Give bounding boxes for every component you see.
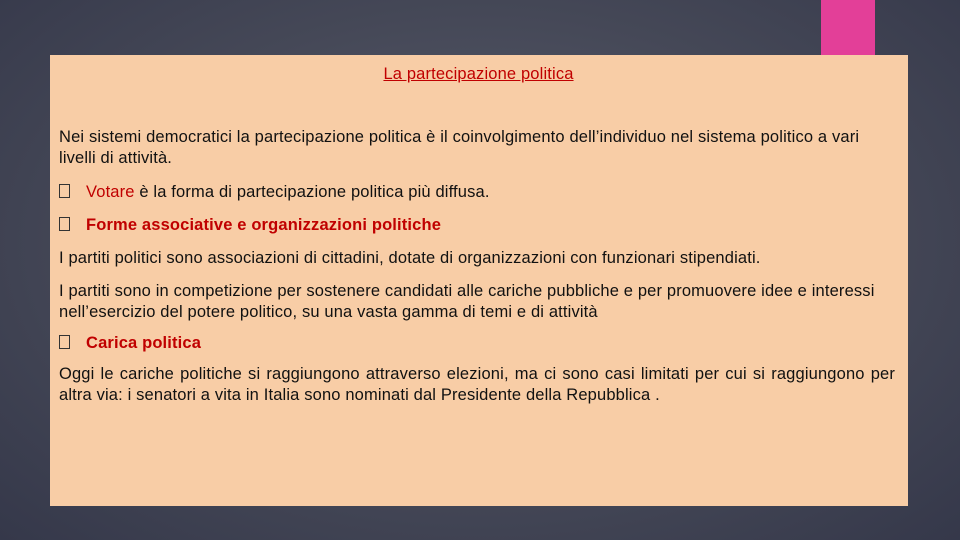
bullet-text <box>86 182 490 203</box>
bullet-box-icon <box>59 184 70 198</box>
bullet-item-carica-politica <box>59 333 895 354</box>
bullet-rest: è la forma di partecipazione politica più diffusa. <box>134 183 490 201</box>
cariche-paragraph: Oggi le cariche politiche si raggiungono attraverso elezioni, ma ci sono casi limitati per cui si raggiungono per altra via: i senatori a vita in Italia sono nominati dal Presidente della Repubblica . <box>59 365 895 404</box>
bullet-box-icon <box>59 335 70 349</box>
content-box <box>50 55 908 506</box>
bullet-box-icon <box>59 217 70 231</box>
intro-paragraph: Nei sistemi democratici la partecipazione politica è il coinvolgimento dell’individuo nel sistema politico a vari livelli di attività. <box>59 128 860 167</box>
bullet-heading: Carica politica <box>86 334 202 352</box>
partiti-paragraph-1: I partiti politici sono associazioni di cittadini, dotate di organizzazioni con funzionari stipendiati. <box>59 249 761 267</box>
slide-title: La partecipazione politica <box>383 65 574 83</box>
accent-bar <box>821 0 875 55</box>
bullet-heading: Forme associative e organizzazioni politiche <box>86 216 442 234</box>
partiti-paragraph-2: I partiti sono in competizione per sostenere candidati alle cariche pubbliche e per promuovere idee e interessi nell’esercizio del potere politico, su una vasta gamma di temi e di attività <box>59 282 875 321</box>
highlight-votare: Votare <box>86 183 135 201</box>
bullet-item-votare <box>59 182 895 203</box>
bullet-item-forme-associative <box>59 215 895 236</box>
